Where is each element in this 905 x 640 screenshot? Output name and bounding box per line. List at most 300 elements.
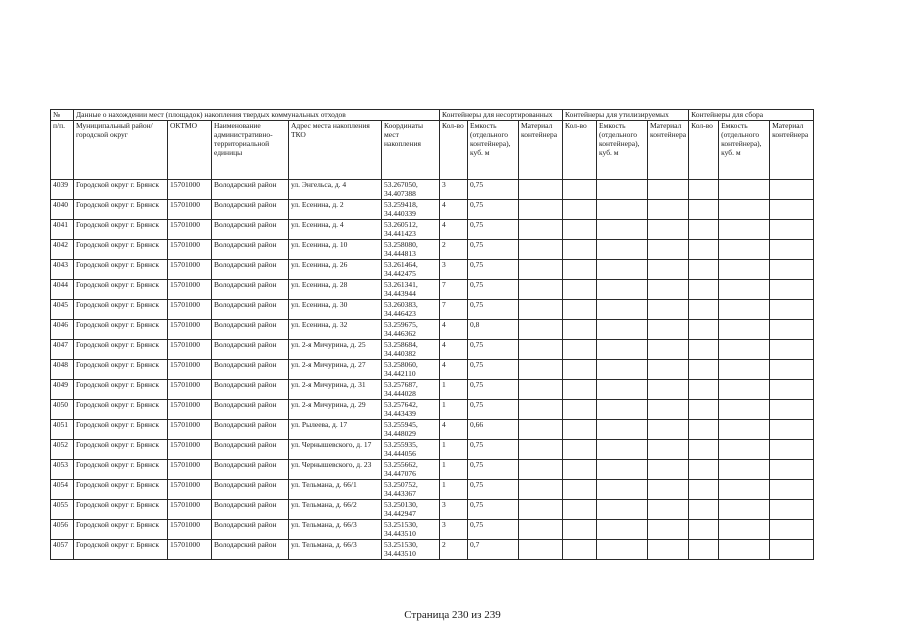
- empty-cell: [689, 240, 719, 260]
- row-number: 4050: [51, 400, 74, 420]
- table-row: [51, 520, 814, 540]
- empty-cell: [597, 260, 648, 280]
- header-nonrecyclable-group: Контейнеры для несортированных: [440, 110, 563, 121]
- empty-cell: [563, 500, 597, 520]
- empty-cell: [719, 540, 770, 560]
- district-cell: Городской округ г. Брянск: [74, 280, 168, 300]
- row-number: 4052: [51, 440, 74, 460]
- table-row: [51, 400, 814, 420]
- coordinates-cell: 53.258060, 34.442110: [382, 360, 440, 380]
- address-cell: ул. Есенина, д. 30: [289, 300, 382, 320]
- empty-cell: [770, 260, 814, 280]
- table-row: [51, 180, 814, 200]
- empty-cell: [597, 300, 648, 320]
- row-number: 4043: [51, 260, 74, 280]
- container-count-cell: 3: [440, 180, 468, 200]
- empty-cell: [689, 180, 719, 200]
- empty-cell: [519, 460, 563, 480]
- empty-cell: [519, 380, 563, 400]
- col-header: Координаты мест накопления: [382, 121, 440, 180]
- empty-cell: [648, 420, 689, 440]
- oktmo-cell: 15701000: [168, 520, 212, 540]
- container-volume-cell: 0,75: [468, 260, 519, 280]
- table-row: [51, 360, 814, 380]
- empty-cell: [689, 500, 719, 520]
- group-header-row: [51, 110, 814, 121]
- empty-cell: [689, 420, 719, 440]
- empty-cell: [719, 360, 770, 380]
- container-count-cell: 7: [440, 280, 468, 300]
- district-cell: Городской округ г. Брянск: [74, 260, 168, 280]
- table-row: [51, 280, 814, 300]
- empty-cell: [770, 340, 814, 360]
- column-header-row: [51, 121, 814, 180]
- empty-cell: [519, 260, 563, 280]
- admin-unit-cell: Володарский район: [212, 480, 289, 500]
- container-volume-cell: 0,75: [468, 460, 519, 480]
- empty-cell: [648, 520, 689, 540]
- district-cell: Городской округ г. Брянск: [74, 340, 168, 360]
- empty-cell: [648, 480, 689, 500]
- empty-cell: [519, 200, 563, 220]
- table-row: [51, 260, 814, 280]
- empty-cell: [648, 360, 689, 380]
- container-count-cell: 1: [440, 440, 468, 460]
- empty-cell: [648, 200, 689, 220]
- empty-cell: [563, 460, 597, 480]
- empty-cell: [770, 460, 814, 480]
- empty-cell: [648, 440, 689, 460]
- district-cell: Городской округ г. Брянск: [74, 420, 168, 440]
- empty-cell: [519, 500, 563, 520]
- row-number: 4056: [51, 520, 74, 540]
- address-cell: ул. Есенина, д. 4: [289, 220, 382, 240]
- empty-cell: [519, 220, 563, 240]
- empty-cell: [689, 260, 719, 280]
- address-cell: ул. Есенина, д. 26: [289, 260, 382, 280]
- empty-cell: [519, 340, 563, 360]
- container-volume-cell: 0,75: [468, 380, 519, 400]
- admin-unit-cell: Володарский район: [212, 400, 289, 420]
- oktmo-cell: 15701000: [168, 400, 212, 420]
- oktmo-cell: 15701000: [168, 420, 212, 440]
- col-header: Наименование административно-территориальной единицы: [212, 121, 289, 180]
- empty-cell: [719, 180, 770, 200]
- oktmo-cell: 15701000: [168, 480, 212, 500]
- col-header: Емкость (отдельного контейнера), куб. м: [719, 121, 770, 180]
- coordinates-cell: 53.250130, 34.442947: [382, 500, 440, 520]
- coordinates-cell: 53.251530, 34.443510: [382, 540, 440, 560]
- empty-cell: [719, 300, 770, 320]
- table-row: [51, 320, 814, 340]
- address-cell: ул. Чернышевского, д. 23: [289, 460, 382, 480]
- district-cell: Городской округ г. Брянск: [74, 460, 168, 480]
- empty-cell: [770, 520, 814, 540]
- coordinates-cell: 53.259675, 34.446362: [382, 320, 440, 340]
- empty-cell: [719, 440, 770, 460]
- table-row: [51, 480, 814, 500]
- col-header: Материал контейнера: [519, 121, 563, 180]
- empty-cell: [519, 480, 563, 500]
- table-row: [51, 540, 814, 560]
- empty-cell: [563, 340, 597, 360]
- empty-cell: [770, 320, 814, 340]
- empty-cell: [597, 360, 648, 380]
- col-header: п/п.: [51, 121, 74, 180]
- table-row: [51, 500, 814, 520]
- table-row: [51, 460, 814, 480]
- table-row: [51, 300, 814, 320]
- admin-unit-cell: Володарский район: [212, 340, 289, 360]
- oktmo-cell: 15701000: [168, 360, 212, 380]
- row-number: 4040: [51, 200, 74, 220]
- admin-unit-cell: Володарский район: [212, 300, 289, 320]
- coordinates-cell: 53.257642, 34.443439: [382, 400, 440, 420]
- oktmo-cell: 15701000: [168, 220, 212, 240]
- empty-cell: [770, 220, 814, 240]
- container-volume-cell: 0,75: [468, 480, 519, 500]
- row-number: 4048: [51, 360, 74, 380]
- empty-cell: [597, 240, 648, 260]
- empty-cell: [719, 220, 770, 240]
- container-volume-cell: 0,75: [468, 340, 519, 360]
- oktmo-cell: 15701000: [168, 380, 212, 400]
- empty-cell: [563, 240, 597, 260]
- container-volume-cell: 0,75: [468, 400, 519, 420]
- row-number: 4053: [51, 460, 74, 480]
- container-count-cell: 2: [440, 240, 468, 260]
- empty-cell: [563, 400, 597, 420]
- empty-cell: [597, 460, 648, 480]
- address-cell: ул. Есенина, д. 32: [289, 320, 382, 340]
- container-volume-cell: 0,7: [468, 540, 519, 560]
- empty-cell: [689, 360, 719, 380]
- district-cell: Городской округ г. Брянск: [74, 380, 168, 400]
- header-recyclable-group: Контейнеры для утилизируемых: [563, 110, 689, 121]
- admin-unit-cell: Володарский район: [212, 220, 289, 240]
- empty-cell: [719, 200, 770, 220]
- empty-cell: [648, 540, 689, 560]
- empty-cell: [597, 420, 648, 440]
- admin-unit-cell: Володарский район: [212, 380, 289, 400]
- coordinates-cell: 53.258080, 34.444813: [382, 240, 440, 260]
- empty-cell: [563, 380, 597, 400]
- col-header: Адрес места накопления ТКО: [289, 121, 382, 180]
- empty-cell: [689, 220, 719, 240]
- container-volume-cell: 0,75: [468, 220, 519, 240]
- empty-cell: [519, 420, 563, 440]
- empty-cell: [563, 420, 597, 440]
- coordinates-cell: 53.260512, 34.441423: [382, 220, 440, 240]
- empty-cell: [719, 380, 770, 400]
- empty-cell: [597, 400, 648, 420]
- empty-cell: [597, 480, 648, 500]
- col-header: Емкость (отдельного контейнера), куб. м: [597, 121, 648, 180]
- address-cell: ул. Чернышевского, д. 17: [289, 440, 382, 460]
- district-cell: Городской округ г. Брянск: [74, 200, 168, 220]
- table-row: [51, 440, 814, 460]
- container-count-cell: 7: [440, 300, 468, 320]
- empty-cell: [519, 240, 563, 260]
- district-cell: Городской округ г. Брянск: [74, 440, 168, 460]
- empty-cell: [519, 520, 563, 540]
- address-cell: ул. 2-я Мичурина, д. 29: [289, 400, 382, 420]
- header-separate-group: Контейнеры для сбора: [689, 110, 814, 121]
- empty-cell: [648, 300, 689, 320]
- col-header: Материал контейнера: [648, 121, 689, 180]
- admin-unit-cell: Володарский район: [212, 260, 289, 280]
- admin-unit-cell: Володарский район: [212, 320, 289, 340]
- container-count-cell: 4: [440, 340, 468, 360]
- address-cell: ул. Тельмана, д. 66/3: [289, 520, 382, 540]
- coordinates-cell: 53.259418, 34.440339: [382, 200, 440, 220]
- empty-cell: [719, 340, 770, 360]
- empty-cell: [689, 340, 719, 360]
- empty-cell: [648, 500, 689, 520]
- empty-cell: [719, 500, 770, 520]
- empty-cell: [648, 220, 689, 240]
- empty-cell: [770, 540, 814, 560]
- empty-cell: [563, 440, 597, 460]
- address-cell: ул. Есенина, д. 10: [289, 240, 382, 260]
- empty-cell: [770, 300, 814, 320]
- col-header: Материал контейнера: [770, 121, 814, 180]
- table-row: [51, 200, 814, 220]
- empty-cell: [770, 240, 814, 260]
- empty-cell: [563, 300, 597, 320]
- empty-cell: [689, 200, 719, 220]
- container-count-cell: 1: [440, 400, 468, 420]
- empty-cell: [719, 460, 770, 480]
- empty-cell: [719, 320, 770, 340]
- oktmo-cell: 15701000: [168, 300, 212, 320]
- admin-unit-cell: Володарский район: [212, 280, 289, 300]
- container-count-cell: 4: [440, 360, 468, 380]
- admin-unit-cell: Володарский район: [212, 240, 289, 260]
- admin-unit-cell: Володарский район: [212, 360, 289, 380]
- page-number: Страница 230 из 239: [404, 609, 501, 621]
- container-count-cell: 1: [440, 380, 468, 400]
- waste-sites-table: [50, 109, 814, 560]
- container-count-cell: 3: [440, 520, 468, 540]
- empty-cell: [563, 520, 597, 540]
- empty-cell: [689, 540, 719, 560]
- container-volume-cell: 0,75: [468, 200, 519, 220]
- empty-cell: [648, 180, 689, 200]
- oktmo-cell: 15701000: [168, 340, 212, 360]
- col-header: Кол-во: [689, 121, 719, 180]
- empty-cell: [719, 240, 770, 260]
- empty-cell: [563, 360, 597, 380]
- row-number: 4047: [51, 340, 74, 360]
- empty-cell: [519, 300, 563, 320]
- district-cell: Городской округ г. Брянск: [74, 520, 168, 540]
- row-number: 4039: [51, 180, 74, 200]
- empty-cell: [648, 340, 689, 360]
- admin-unit-cell: Володарский район: [212, 420, 289, 440]
- empty-cell: [597, 280, 648, 300]
- empty-cell: [648, 400, 689, 420]
- container-count-cell: 3: [440, 500, 468, 520]
- col-header: Муниципальный район/городской округ: [74, 121, 168, 180]
- district-cell: Городской округ г. Брянск: [74, 360, 168, 380]
- empty-cell: [648, 380, 689, 400]
- col-header: Кол-во: [563, 121, 597, 180]
- admin-unit-cell: Володарский район: [212, 540, 289, 560]
- empty-cell: [770, 380, 814, 400]
- table-row: [51, 420, 814, 440]
- row-number: 4045: [51, 300, 74, 320]
- empty-cell: [689, 300, 719, 320]
- empty-cell: [597, 540, 648, 560]
- empty-cell: [563, 280, 597, 300]
- district-cell: Городской округ г. Брянск: [74, 500, 168, 520]
- container-volume-cell: 0,75: [468, 520, 519, 540]
- coordinates-cell: 53.260383, 34.446423: [382, 300, 440, 320]
- container-volume-cell: 0,8: [468, 320, 519, 340]
- oktmo-cell: 15701000: [168, 260, 212, 280]
- empty-cell: [563, 180, 597, 200]
- address-cell: ул. Тельмана, д. 66/3: [289, 540, 382, 560]
- col-header: ОКТМО: [168, 121, 212, 180]
- row-number: 4049: [51, 380, 74, 400]
- row-number: 4044: [51, 280, 74, 300]
- table-body: [51, 180, 814, 560]
- container-count-cell: 1: [440, 480, 468, 500]
- district-cell: Городской округ г. Брянск: [74, 320, 168, 340]
- empty-cell: [519, 360, 563, 380]
- coordinates-cell: 53.261464, 34.442475: [382, 260, 440, 280]
- empty-cell: [719, 520, 770, 540]
- empty-cell: [689, 380, 719, 400]
- container-volume-cell: 0,75: [468, 500, 519, 520]
- coordinates-cell: 53.261341, 34.443944: [382, 280, 440, 300]
- empty-cell: [648, 320, 689, 340]
- empty-cell: [648, 240, 689, 260]
- empty-cell: [689, 440, 719, 460]
- district-cell: Городской округ г. Брянск: [74, 180, 168, 200]
- empty-cell: [597, 200, 648, 220]
- oktmo-cell: 15701000: [168, 460, 212, 480]
- row-number: 4042: [51, 240, 74, 260]
- container-count-cell: 4: [440, 320, 468, 340]
- container-count-cell: 4: [440, 420, 468, 440]
- oktmo-cell: 15701000: [168, 200, 212, 220]
- empty-cell: [563, 260, 597, 280]
- container-count-cell: 4: [440, 220, 468, 240]
- header-num: №: [51, 110, 74, 121]
- empty-cell: [597, 380, 648, 400]
- col-header: Емкость (отдельного контейнера), куб. м: [468, 121, 519, 180]
- oktmo-cell: 15701000: [168, 440, 212, 460]
- coordinates-cell: 53.257687, 34.444028: [382, 380, 440, 400]
- container-count-cell: 2: [440, 540, 468, 560]
- coordinates-cell: 53.267050, 34.407388: [382, 180, 440, 200]
- empty-cell: [689, 320, 719, 340]
- admin-unit-cell: Володарский район: [212, 200, 289, 220]
- empty-cell: [770, 420, 814, 440]
- empty-cell: [770, 360, 814, 380]
- district-cell: Городской округ г. Брянск: [74, 480, 168, 500]
- district-cell: Городской округ г. Брянск: [74, 240, 168, 260]
- row-number: 4057: [51, 540, 74, 560]
- empty-cell: [519, 540, 563, 560]
- address-cell: ул. Тельмана, д. 66/2: [289, 500, 382, 520]
- empty-cell: [648, 260, 689, 280]
- empty-cell: [719, 480, 770, 500]
- coordinates-cell: 53.250752, 34.443367: [382, 480, 440, 500]
- col-header: Кол-во: [440, 121, 468, 180]
- address-cell: ул. 2-я Мичурина, д. 31: [289, 380, 382, 400]
- address-cell: ул. Энгельса, д. 4: [289, 180, 382, 200]
- empty-cell: [597, 180, 648, 200]
- empty-cell: [563, 480, 597, 500]
- row-number: 4041: [51, 220, 74, 240]
- coordinates-cell: 53.258684, 34.440382: [382, 340, 440, 360]
- table-row: [51, 240, 814, 260]
- empty-cell: [719, 260, 770, 280]
- row-number: 4055: [51, 500, 74, 520]
- row-number: 4054: [51, 480, 74, 500]
- admin-unit-cell: Володарский район: [212, 520, 289, 540]
- empty-cell: [519, 280, 563, 300]
- oktmo-cell: 15701000: [168, 280, 212, 300]
- empty-cell: [770, 280, 814, 300]
- empty-cell: [689, 460, 719, 480]
- row-number: 4046: [51, 320, 74, 340]
- district-cell: Городской округ г. Брянск: [74, 300, 168, 320]
- container-volume-cell: 0,75: [468, 280, 519, 300]
- container-volume-cell: 0,75: [468, 240, 519, 260]
- admin-unit-cell: Володарский район: [212, 460, 289, 480]
- empty-cell: [648, 280, 689, 300]
- empty-cell: [563, 320, 597, 340]
- empty-cell: [563, 220, 597, 240]
- empty-cell: [689, 520, 719, 540]
- coordinates-cell: 53.255662, 34.447076: [382, 460, 440, 480]
- container-volume-cell: 0,75: [468, 440, 519, 460]
- container-count-cell: 1: [440, 460, 468, 480]
- address-cell: ул. 2-я Мичурина, д. 27: [289, 360, 382, 380]
- admin-unit-cell: Володарский район: [212, 440, 289, 460]
- empty-cell: [597, 520, 648, 540]
- empty-cell: [689, 480, 719, 500]
- empty-cell: [648, 460, 689, 480]
- container-volume-cell: 0,75: [468, 300, 519, 320]
- empty-cell: [770, 480, 814, 500]
- coordinates-cell: 53.255945, 34.448029: [382, 420, 440, 440]
- empty-cell: [597, 220, 648, 240]
- empty-cell: [770, 200, 814, 220]
- empty-cell: [770, 440, 814, 460]
- district-cell: Городской округ г. Брянск: [74, 540, 168, 560]
- empty-cell: [719, 420, 770, 440]
- header-main-group: Данные о нахождении мест (площадок) накопления твердых коммунальных отходов: [74, 110, 440, 121]
- empty-cell: [597, 440, 648, 460]
- table-row: [51, 340, 814, 360]
- oktmo-cell: 15701000: [168, 320, 212, 340]
- empty-cell: [519, 320, 563, 340]
- address-cell: ул. Есенина, д. 28: [289, 280, 382, 300]
- admin-unit-cell: Володарский район: [212, 500, 289, 520]
- oktmo-cell: 15701000: [168, 240, 212, 260]
- address-cell: ул. Есенина, д. 2: [289, 200, 382, 220]
- container-count-cell: 3: [440, 260, 468, 280]
- empty-cell: [719, 400, 770, 420]
- empty-cell: [597, 340, 648, 360]
- empty-cell: [770, 400, 814, 420]
- district-cell: Городской округ г. Брянск: [74, 220, 168, 240]
